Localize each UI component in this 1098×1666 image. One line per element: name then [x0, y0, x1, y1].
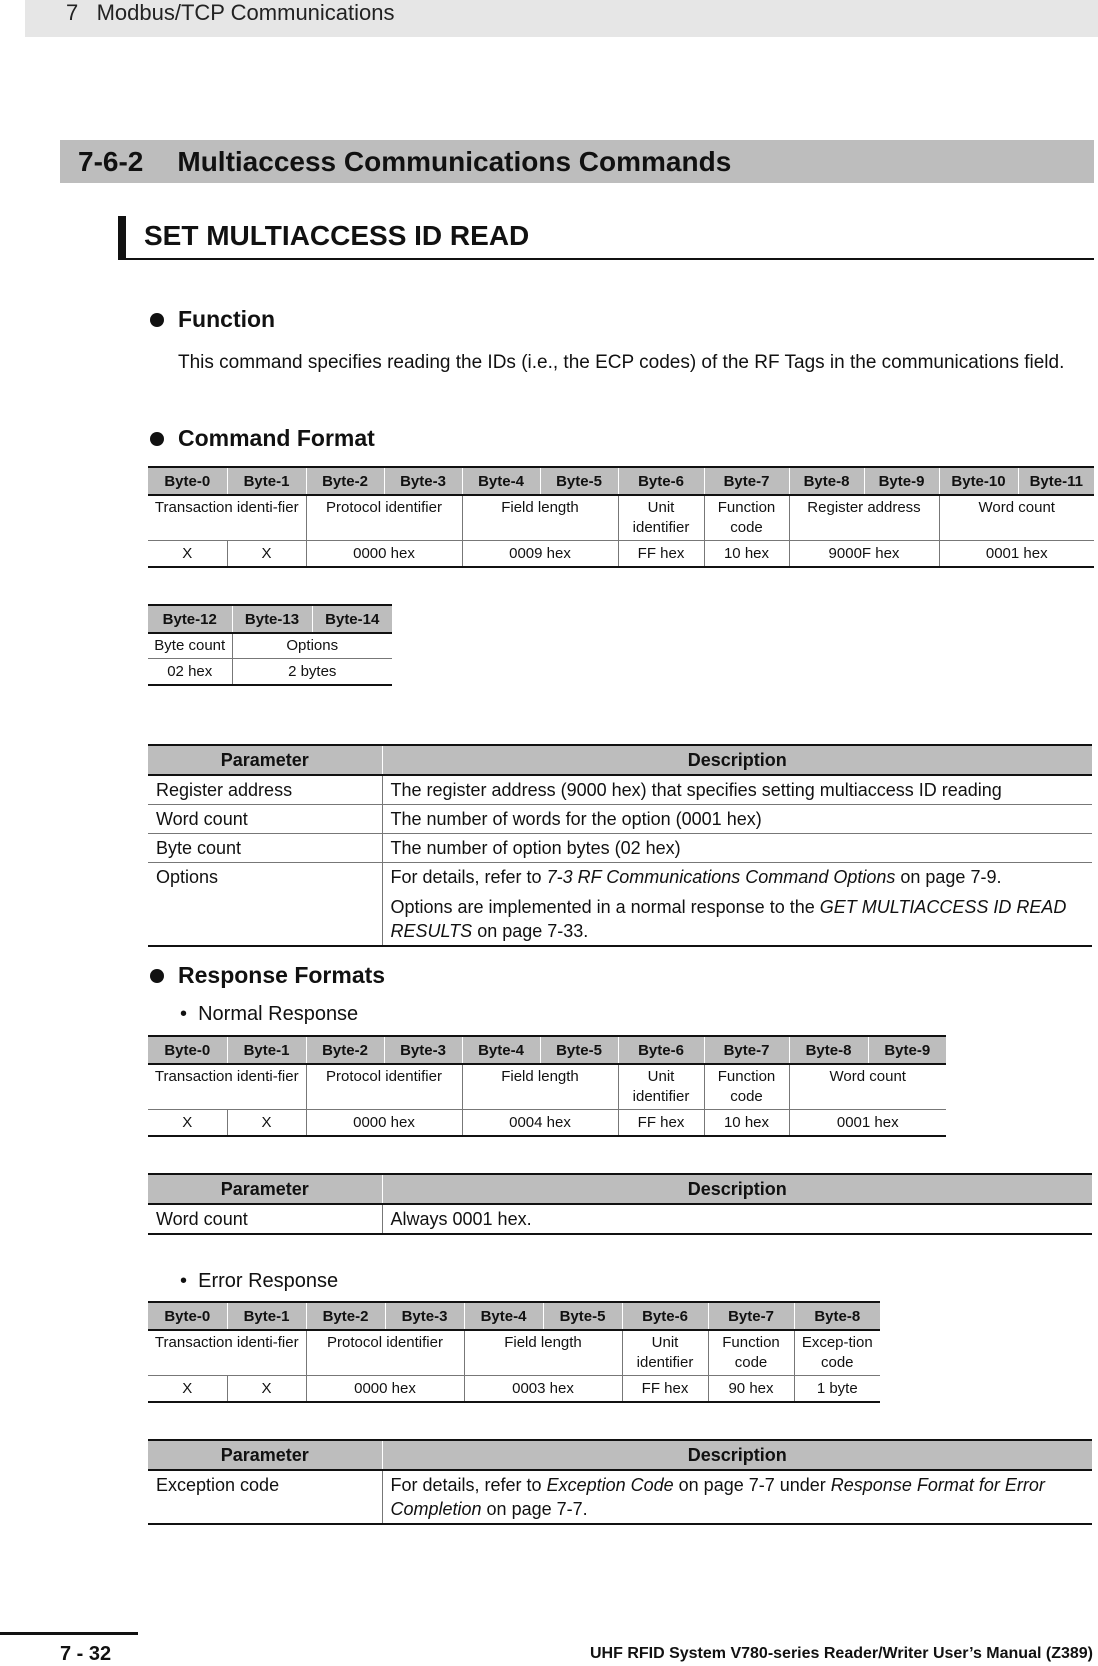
field-label: Unit identifier — [618, 495, 704, 541]
function-description: This command specifies reading the IDs (i.e., the ECP codes) of the RF Tags in the communications field. — [178, 352, 1065, 373]
parameter-name: Word count — [148, 805, 382, 834]
cross-reference: 7-3 RF Communications Command Options — [546, 867, 896, 887]
parameter-description: Always 0001 hex. — [382, 1204, 1092, 1234]
field-value: 0004 hex — [462, 1110, 618, 1137]
byte-header: Byte-8 — [789, 467, 864, 495]
field-value: 0000 hex — [306, 1376, 464, 1403]
section-heading — [60, 140, 1094, 183]
field-label: Function code — [704, 495, 789, 541]
byte-header: Byte-0 — [148, 1036, 227, 1064]
cross-reference: GET MULTIACCESS ID READ RESULTS — [390, 897, 1067, 941]
byte-header: Byte-3 — [385, 1302, 464, 1330]
field-value: X — [227, 1376, 306, 1403]
field-label: Transaction identi-fier — [148, 1064, 306, 1110]
field-value: X — [227, 541, 306, 568]
command-heading — [118, 216, 1094, 260]
field-label: Field length — [464, 1330, 622, 1376]
parameter-header: Parameter — [148, 1440, 382, 1470]
byte-header: Byte-8 — [794, 1302, 880, 1330]
table-row — [148, 863, 1092, 947]
field-label: Protocol identifier — [306, 495, 462, 541]
parameter-header: Parameter — [148, 745, 382, 775]
byte-header: Byte-11 — [1018, 467, 1094, 495]
description-header: Description — [382, 1440, 1092, 1470]
chapter-title: 7 Modbus/TCP Communications — [66, 0, 395, 25]
manual-title: UHF RFID System V780-series Reader/Writer User’s Manual (Z389) — [589, 1645, 1093, 1662]
byte-header: Byte-5 — [540, 467, 618, 495]
byte-header: Byte-2 — [306, 467, 384, 495]
byte-header: Byte-1 — [227, 1302, 306, 1330]
section-title: Multiaccess Communications Commands — [177, 145, 732, 177]
error-response-parameter-table — [148, 1439, 1092, 1525]
field-value: FF hex — [618, 541, 704, 568]
field-value: 0000 hex — [306, 541, 462, 568]
normal-response-parameter-table — [148, 1173, 1092, 1235]
field-value: 0003 hex — [464, 1376, 622, 1403]
field-label: Transaction identi-fier — [148, 495, 306, 541]
response-formats-heading — [150, 962, 385, 989]
table-row — [148, 805, 1092, 834]
byte-header: Byte-0 — [148, 1302, 227, 1330]
field-label: Unit identifier — [618, 1064, 704, 1110]
command-title: SET MULTIACCESS ID READ — [144, 220, 530, 251]
field-value: 0001 hex — [939, 541, 1094, 568]
table-row — [148, 834, 1092, 863]
field-label: Protocol identifier — [306, 1064, 462, 1110]
normal-response-table — [148, 1035, 946, 1137]
footer-rule — [0, 1632, 138, 1635]
command-format-heading — [150, 425, 375, 452]
byte-header: Byte-7 — [708, 1302, 794, 1330]
command-format-table-2 — [148, 604, 392, 686]
page-number: 7 - 32 — [60, 1643, 112, 1665]
field-value: 9000F hex — [789, 541, 939, 568]
parameter-name: Options — [148, 863, 382, 947]
field-value: 10 hex — [704, 541, 789, 568]
byte-header: Byte-2 — [306, 1036, 384, 1064]
response-formats-heading-text: Response Formats — [178, 962, 386, 988]
description-header: Description — [382, 745, 1092, 775]
byte-header: Byte-1 — [227, 1036, 306, 1064]
normal-response-label: • Normal Response — [180, 1003, 359, 1025]
error-response-label: • Error Response — [180, 1270, 339, 1292]
field-label: Excep-tion code — [794, 1330, 880, 1376]
field-label: Field length — [462, 1064, 618, 1110]
field-value: X — [148, 1110, 227, 1137]
field-label: Field length — [462, 495, 618, 541]
field-label: Register address — [789, 495, 939, 541]
field-value: 10 hex — [704, 1110, 789, 1137]
parameter-name: Exception code — [148, 1470, 382, 1524]
cross-reference: Response Format for Error Completion — [390, 1475, 1045, 1519]
field-label: Unit identifier — [622, 1330, 708, 1376]
section-number: 7-6-2 — [78, 145, 144, 177]
field-label: Options — [232, 633, 392, 659]
byte-header: Byte-1 — [227, 467, 306, 495]
parameter-header: Parameter — [148, 1174, 382, 1204]
byte-header: Byte-8 — [789, 1036, 868, 1064]
byte-header: Byte-4 — [462, 467, 540, 495]
byte-header: Byte-6 — [622, 1302, 708, 1330]
field-label: Transaction identi-fier — [148, 1330, 306, 1376]
byte-header: Byte-6 — [618, 1036, 704, 1064]
parameter-name: Register address — [148, 775, 382, 805]
byte-header: Byte-14 — [312, 605, 392, 633]
field-value: 90 hex — [708, 1376, 794, 1403]
table-row — [148, 775, 1092, 805]
description-header: Description — [382, 1174, 1092, 1204]
command-format-heading-text: Command Format — [178, 425, 375, 451]
byte-header: Byte-6 — [618, 467, 704, 495]
byte-header: Byte-5 — [543, 1302, 622, 1330]
field-label: Function code — [708, 1330, 794, 1376]
field-value: FF hex — [622, 1376, 708, 1403]
byte-header: Byte-12 — [148, 605, 232, 633]
byte-header: Byte-0 — [148, 467, 227, 495]
function-heading — [150, 306, 275, 333]
field-label: Word count — [789, 1064, 946, 1110]
byte-header: Byte-3 — [384, 1036, 462, 1064]
field-label: Function code — [704, 1064, 789, 1110]
byte-header: Byte-7 — [704, 1036, 789, 1064]
byte-header: Byte-10 — [939, 467, 1018, 495]
field-value: 0001 hex — [789, 1110, 946, 1137]
field-value: X — [148, 1376, 227, 1403]
table-row — [148, 1470, 1092, 1524]
parameter-description: For details, refer to 7-3 RF Communications Command Options on page 7-9. Options are implemented in a normal response to the GET MULTIACCESS ID READ RESULTS on page 7-33. — [382, 863, 1092, 947]
byte-header: Byte-9 — [868, 1036, 946, 1064]
bullet-icon — [150, 313, 164, 327]
bullet-icon — [150, 432, 164, 446]
field-label: Word count — [939, 495, 1094, 541]
field-value: 2 bytes — [232, 659, 392, 686]
field-value: 1 byte — [794, 1376, 880, 1403]
table-row — [148, 1204, 1092, 1234]
cross-reference: Exception Code — [546, 1475, 674, 1495]
parameter-description: The number of option bytes (02 hex) — [382, 834, 1092, 863]
byte-header: Byte-5 — [540, 1036, 618, 1064]
field-label: Protocol identifier — [306, 1330, 464, 1376]
byte-header: Byte-13 — [232, 605, 312, 633]
field-value: X — [148, 541, 227, 568]
command-format-table — [148, 466, 1094, 568]
byte-header: Byte-3 — [384, 467, 462, 495]
parameter-name: Byte count — [148, 834, 382, 863]
function-heading-text: Function — [178, 306, 276, 332]
field-label: Byte count — [148, 633, 232, 659]
byte-header: Byte-4 — [462, 1036, 540, 1064]
bullet-icon — [150, 969, 164, 983]
field-value: FF hex — [618, 1110, 704, 1137]
byte-header: Byte-7 — [704, 467, 789, 495]
byte-header: Byte-2 — [306, 1302, 385, 1330]
field-value: 02 hex — [148, 659, 232, 686]
field-value: X — [227, 1110, 306, 1137]
byte-header: Byte-9 — [864, 467, 939, 495]
parameter-description: The register address (9000 hex) that specifies setting multiaccess ID reading — [382, 775, 1092, 805]
command-parameter-table — [148, 744, 1092, 947]
field-value: 0000 hex — [306, 1110, 462, 1137]
byte-header: Byte-4 — [464, 1302, 543, 1330]
error-response-table — [148, 1301, 880, 1403]
parameter-name: Word count — [148, 1204, 382, 1234]
parameter-description: The number of words for the option (0001 hex) — [382, 805, 1092, 834]
field-value: 0009 hex — [462, 541, 618, 568]
parameter-description: For details, refer to Exception Code on page 7-7 under Response Format for Error Completion on page 7-7. — [382, 1470, 1092, 1524]
